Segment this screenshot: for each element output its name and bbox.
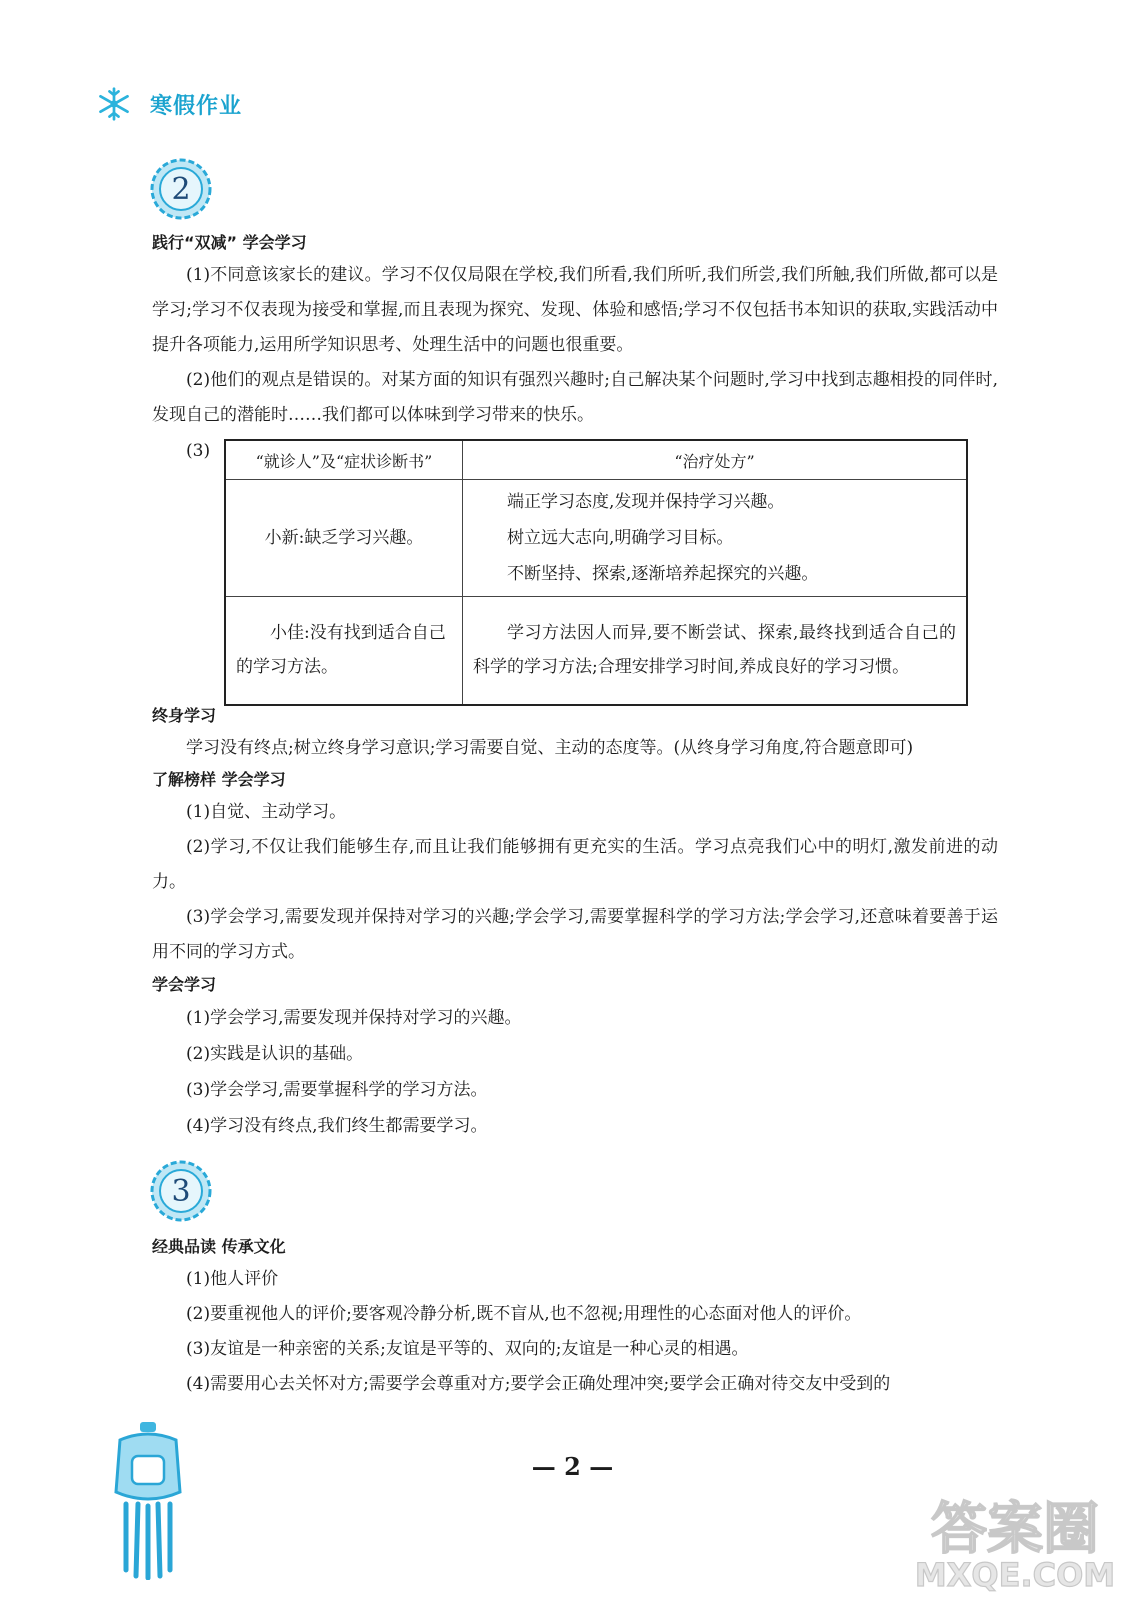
section-2 <box>152 228 998 1144</box>
heading-lifelong-learning: 终身学习 <box>152 706 217 725</box>
table-cell-patient: 小佳:没有找到适合自己的学习方法。 <box>225 597 463 705</box>
table-header-row <box>225 440 967 480</box>
table-row <box>225 597 967 705</box>
page-header <box>96 84 242 124</box>
paragraph: 学习没有终点;树立终身学习意识;学习需要自觉、主动的态度等。(从终身学习角度,符合题意即可) <box>186 738 914 758</box>
table-cell-prescription: 学习方法因人而异,要不断尝试、探索,最终找到适合自己的科学的学习方法;合理安排学习时间,养成良好的学习习惯。 <box>463 597 968 705</box>
paragraph: (3)学会学习,需要发现并保持对学习的兴趣;学会学习,需要掌握科学的学习方法;学会学习,还意味着要善于运用不同的学习方式。 <box>152 907 998 962</box>
paragraph: (1)不同意该家长的建议。学习不仅仅局限在学校,我们所看,我们所听,我们所尝,我们所触,我们所做,都可以是学习;学习不仅表现为接受和掌握,而且表现为探究、发现、体验和感悟;学习不仅包括书本知识的获取,实践活动中提升各项能力,运用所学知识思考、处理生活中的问题也很重要。 <box>152 265 998 355</box>
watermark-logo <box>900 1488 1130 1593</box>
paragraph: (1)自觉、主动学习。 <box>186 802 347 822</box>
paragraph: (2)实践是认识的基础。 <box>186 1044 364 1064</box>
paragraph: (1)学会学习,需要发现并保持对学习的兴趣。 <box>186 1008 522 1028</box>
snowflake-icon <box>96 86 132 122</box>
section-badge-number: 2 <box>171 171 191 207</box>
svg-text:答案圈: 答案圈 <box>931 1497 1099 1562</box>
svg-text:MXQE.COM: MXQE.COM <box>914 1556 1116 1593</box>
paragraph: (1)他人评价 <box>186 1269 279 1289</box>
table-row <box>225 480 967 597</box>
table-cell-patient: 小新:缺乏学习兴趣。 <box>225 480 463 597</box>
paragraph: (2)他们的观点是错误的。对某方面的知识有强烈兴趣时;自己解决某个问题时,学习中找到志趣相投的同伴时,发现自己的潜能时……我们都可以体味到学习带来的快乐。 <box>152 370 998 425</box>
paragraph: (3)友谊是一种亲密的关系;友谊是平等的、双向的;友谊是一种心灵的相遇。 <box>186 1339 749 1359</box>
heading-role-model: 了解榜样 学会学习 <box>152 770 286 789</box>
table-header-left: “就诊人”及“症状诊断书” <box>225 440 463 480</box>
prescription-line: 树立远大志向,明确学习目标。 <box>507 528 734 548</box>
paragraph: (2)学习,不仅让我们能够生存,而且让我们能够拥有更充实的生活。学习点亮我们心中的明灯,激发前进的动力。 <box>152 837 998 892</box>
section-badge-2 <box>150 158 212 220</box>
page-number: — 2 — <box>531 1452 614 1481</box>
section-badge-number: 3 <box>171 1173 191 1209</box>
heading-classic-reading: 经典品读 传承文化 <box>152 1237 286 1256</box>
table-header-right: “治疗处方” <box>463 440 968 480</box>
section-badge-3 <box>150 1160 212 1222</box>
paragraph: (4)需要用心去关怀对方;需要学会尊重对方;要学会正确处理冲突;要学会正确对待交友中受到的 <box>186 1374 891 1394</box>
prescription-line: 端正学习态度,发现并保持学习兴趣。 <box>507 492 785 512</box>
heading-learn-to-learn: 学会学习 <box>152 975 217 994</box>
page-header-title: 寒假作业 <box>150 93 243 119</box>
paragraph: (4)学习没有终点,我们终生都需要学习。 <box>186 1116 488 1136</box>
prescription-line: 不断坚持、探索,逐渐培养起探究的兴趣。 <box>507 564 819 584</box>
diagnosis-table-block <box>152 439 998 701</box>
table-cell-prescription <box>463 480 968 597</box>
section-3 <box>152 1232 998 1402</box>
diagnosis-table <box>224 439 968 706</box>
heading-double-reduction: 践行“双减” 学会学习 <box>152 233 307 252</box>
paragraph: (2)要重视他人的评价;要客观冷静分析,既不盲从,也不忽视;用理性的心态面对他人的评价。 <box>186 1304 862 1324</box>
table-index: (3) <box>186 441 211 461</box>
paragraph: (3)学会学习,需要掌握科学的学习方法。 <box>186 1080 488 1100</box>
lantern-icon <box>110 1420 186 1580</box>
